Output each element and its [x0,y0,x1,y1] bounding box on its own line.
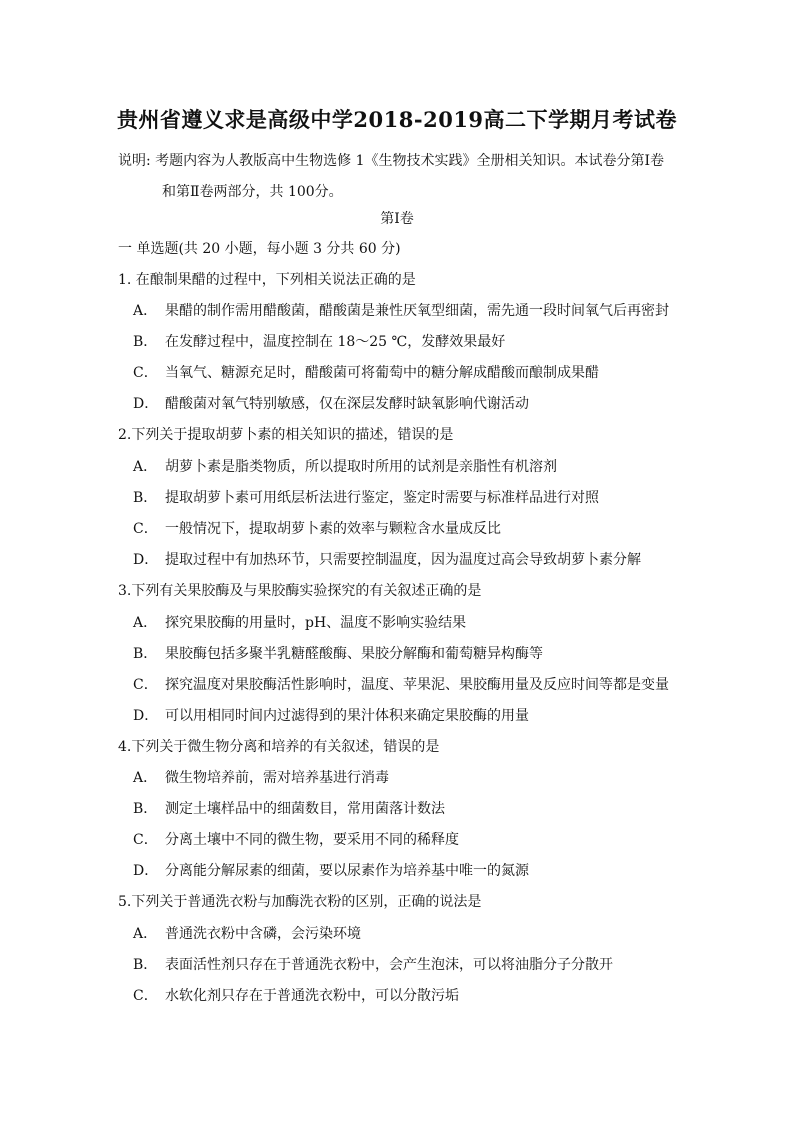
question-3-option-a [133,612,466,632]
option-letter: B． [133,646,158,662]
question-1-option-b [133,331,505,351]
option-letter: D． [133,863,159,879]
question-3-option-b [133,643,543,663]
option-letter: C． [133,832,158,848]
option-letter: A． [133,303,158,319]
option-letter: B． [133,334,158,350]
question-1-option-c [133,362,599,382]
option-text: 提取过程中有加热环节，只需要控制温度，因为温度过高会导致胡萝卜素分解 [165,552,641,568]
option-letter: D． [133,552,159,568]
question-4-option-b [133,798,445,818]
option-letter: C． [133,988,158,1004]
question-5-option-c [133,985,459,1005]
option-text: 微生物培养前，需对培养基进行消毒 [165,770,389,786]
question-3-stem: 3.下列有关果胶酶及与果胶酶实验探究的有关叙述正确的是 [118,583,482,599]
instructions-note [118,146,678,208]
question-2-option-a [133,456,557,476]
option-letter: C． [133,365,158,381]
option-text: 醋酸菌对氧气特别敏感，仅在深层发酵时缺氧影响代谢活动 [165,396,529,412]
question-4-option-a [133,767,389,787]
note-line-1: 说明: 考题内容为人教版高中生物选修 1《生物技术实践》全册相关知识。本试卷分第Ⅰ卷 [118,153,665,169]
option-letter: A． [133,459,158,475]
part-heading: 一 单选题(共 20 小题，每小题 3 分共 60 分) [118,241,401,257]
question-2-option-b [133,487,599,507]
option-text: 水软化剂只存在于普通洗衣粉中，可以分散污垢 [165,988,459,1004]
option-text: 胡萝卜素是脂类物质，所以提取时所用的试剂是亲脂性有机溶剂 [165,459,557,475]
option-letter: A． [133,770,158,786]
option-text: 分离土壤中不同的微生物，要采用不同的稀释度 [165,832,459,848]
option-text: 果胶酶包括多聚半乳糖醛酸酶、果胶分解酶和葡萄糖异构酶等 [165,646,543,662]
option-text: 分离能分解尿素的细菌，要以尿素作为培养基中唯一的氮源 [165,863,529,879]
option-letter: C． [133,521,158,537]
section-title: 第Ⅰ卷 [380,211,414,227]
option-text: 可以用相同时间内过滤得到的果汁体积来确定果胶酶的用量 [165,708,529,724]
option-text: 提取胡萝卜素可用纸层析法进行鉴定，鉴定时需要与标准样品进行对照 [165,490,599,506]
option-text: 探究温度对果胶酶活性影响时，温度、苹果泥、果胶酶用量及反应时间等都是变量 [165,677,669,693]
question-3-option-d [133,705,529,725]
question-1-option-a [133,300,669,320]
option-letter: B． [133,490,158,506]
question-4-option-c [133,829,459,849]
question-5-option-b [133,954,613,974]
question-1-stem: 1. 在酿制果醋的过程中，下列相关说法正确的是 [118,272,416,288]
question-2-stem: 2.下列关于提取胡萝卜素的相关知识的描述，错误的是 [118,427,454,443]
option-text: 当氧气、糖源充足时，醋酸菌可将葡萄中的糖分解成醋酸而酿制成果醋 [165,365,599,381]
question-5-option-a [133,923,361,943]
question-4-stem: 4.下列关于微生物分离和培养的有关叙述，错误的是 [118,739,440,755]
option-text: 测定土壤样品中的细菌数目，常用菌落计数法 [165,801,445,817]
option-text: 果醋的制作需用醋酸菌，醋酸菌是兼性厌氧型细菌，需先通一段时间氧气后再密封 [165,303,669,319]
option-letter: C． [133,677,158,693]
question-1-option-d [133,393,529,413]
option-letter: D． [133,708,159,724]
option-text: 探究果胶酶的用量时，pH、温度不影响实验结果 [165,615,467,631]
option-letter: D． [133,396,159,412]
question-5-stem: 5.下列关于普通洗衣粉与加酶洗衣粉的区别，正确的说法是 [118,894,482,910]
question-2-option-c [133,518,501,538]
option-letter: A． [133,615,158,631]
option-text: 一般情况下，提取胡萝卜素的效率与颗粒含水量成反比 [165,521,501,537]
option-text: 在发酵过程中，温度控制在 18～25 ℃，发酵效果最好 [165,334,506,350]
exam-title: 贵州省遵义求是高级中学2018-2019高二下学期月考试卷 [116,107,678,132]
question-2-option-d [133,549,641,569]
note-line-2: 和第Ⅱ卷两部分，共 100分。 [162,184,343,200]
option-letter: B． [133,801,158,817]
question-4-option-d [133,860,529,880]
option-letter: A． [133,926,158,942]
option-text: 普通洗衣粉中含磷，会污染环境 [165,926,361,942]
question-3-option-c [133,674,669,694]
option-text: 表面活性剂只存在于普通洗衣粉中，会产生泡沫，可以将油脂分子分散开 [165,957,613,973]
option-letter: B． [133,957,158,973]
